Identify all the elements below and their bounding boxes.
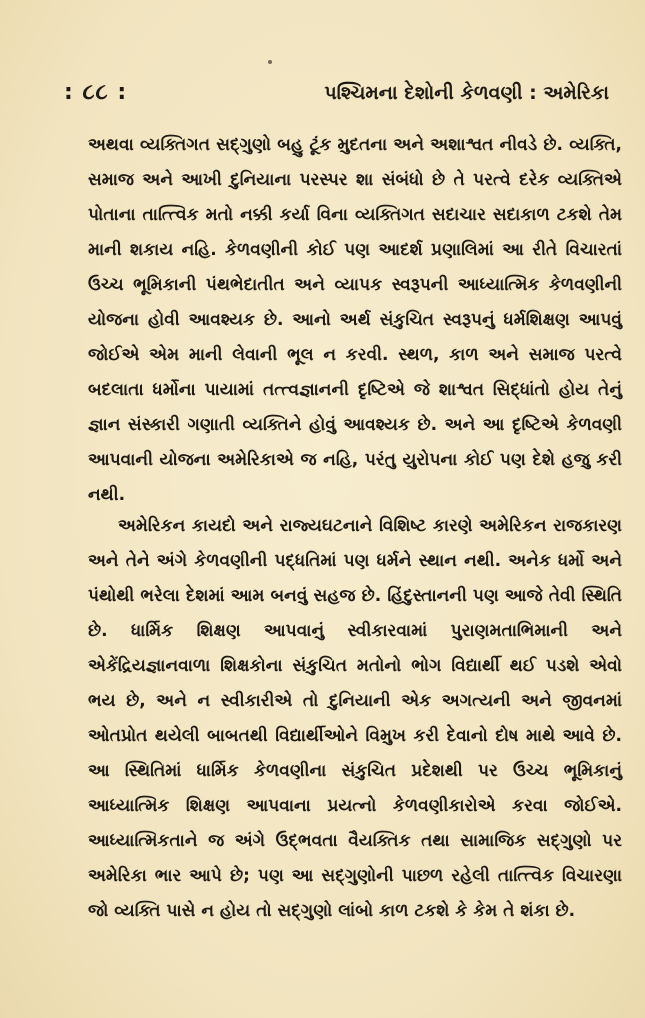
paragraph-american-law: અમેરિકન કાયદો અને રાજ્યઘટનાને વિશિષ્ટ કારણે અમેરિકન રાજકારણ અને તેને અંગે કેળવણીની પદ્ધતિમાં પણ ધર્મને સ્થાન નથી. અનેક ધર્મો અને પંથોથી ભરેલા દેશમાં આમ બનવું સહજ છે. હિંદુસ્તાનની પણ આજે તેવી સ્થિતિ છે. ધાર્મિક શિક્ષણ આપવાનું સ્વીકારવામાં પુરાણમતાભિમાની અને એકેંદ્રિયજ્ઞાનવાળા શિક્ષકોના સંકુચિત મતોનો ભોગ વિદ્યાર્થી થઈ પડશે એવો ભય છે, અને ન સ્વીકારીએ તો દુનિયાની એક અગત્યની અને જીવનમાં ઓતપ્રોત થયેલી બાબતથી વિદ્યાર્થીઓને વિમુખ કરી દેવાનો દોષ માથે આવે છે. આ સ્થિતિમાં ધાર્મિક કેળવણીના સંકુચિત પ્રદેશથી પર ઉચ્ચ ભૂમિકાનું આધ્યાત્મિક શિક્ષણ આપવાના પ્રયત્નો કેળવણીકારોએ કરવા જોઈએ. આધ્યાત્મિકતાને જ અંગે ઉદ્ભવતા વૈયક્તિક તથા સામાજિક સદ્ગુણો પર અમેરિકા ભાર આપે છે; પણ આ સદ્ગુણોની પાછળ રહેલી તાત્ત્વિક વિચારણા જો વ્યક્તિ પાસે ન હોય તો સદ્ગુણો લાંબો કાળ ટકશે કે કેમ તે શંકા છે. bbox=[88, 516, 622, 921]
running-title: પશ્ચિમના દેશોની કેળવણી : અમેરિકા bbox=[324, 82, 609, 104]
paragraph-continued: અથવા વ્યક્તિગત સદ્ગુણો બહુ ટૂંક મુદતના અને અશાશ્વત નીવડે છે. વ્યક્તિ, સમાજ અને આખી દુનિયાના પરસ્પર શા સંબંધો છે તે પરત્વે દરેક વ્યક્તિએ પોતાના તાત્ત્વિક મતો નક્કી કર્યા વિના વ્યક્તિગત સદાચાર સદાકાળ ટકશે તેમ માની શકાય નહિ. કેળવણીની કોઈ પણ આદર્શ પ્રણાલિમાં આ રીતે વિચારતાં ઉચ્ચ ભૂમિકાની પંથભેદાતીત અને વ્યાપક સ્વરૂપની આધ્યાત્મિક કેળવણીની યોજના હોવી આવશ્યક છે. આનો અર્થ સંકુચિત સ્વરૂપનું ધર્મશિક્ષણ આપવું જોઈએ એમ માની લેવાની ભૂલ ન કરવી. સ્થળ, કાળ અને સમાજ પરત્વે બદલાતા ધર્મોના પાયામાં તત્ત્વજ્ઞાનની દૃષ્ટિએ જે શાશ્વત સિદ્ધાંતો હોય તેનું જ્ઞાન સંસ્કારી ગણાતી વ્યક્તિને હોવું આવશ્યક છે. અને આ દૃષ્ટિએ કેળવણી આપવાની યોજના અમેરિકાએ જ નહિ, પરંતુ યુરોપના કોઈ પણ દેશે હજુ કરી નથી. bbox=[88, 135, 622, 505]
page-number: : ૮૮ : bbox=[64, 80, 128, 105]
page-header bbox=[58, 78, 609, 112]
print-mark bbox=[268, 60, 272, 64]
